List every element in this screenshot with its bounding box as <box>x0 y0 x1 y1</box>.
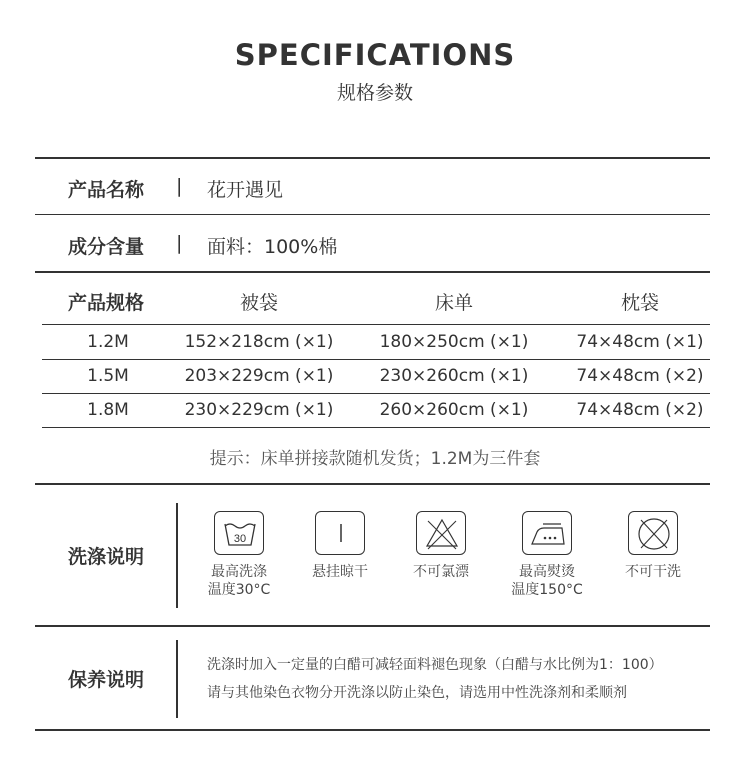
spec-header-pillowcase: 枕袋 <box>620 292 659 314</box>
table-cell: 180×250cm (×1) <box>379 332 529 352</box>
divider <box>42 324 710 325</box>
care-item <box>502 511 592 599</box>
maintenance-line-2: 请与其他染色衣物分开洗涤以防止染色，请选用中性洗涤剂和柔顺剂 <box>207 685 627 701</box>
wash-temp: 30 <box>233 533 247 545</box>
shipping-note: 提示：床单拼接款随机发货；1.2M为三件套 <box>209 449 541 469</box>
divider <box>35 271 710 273</box>
care-label: 最高洗涤 温度30°C <box>207 564 271 598</box>
divider <box>35 214 710 215</box>
care-label: 不可干洗 <box>625 564 681 580</box>
composition-label: 成分含量 <box>68 236 145 258</box>
divider <box>35 483 710 485</box>
separator: | <box>176 232 183 254</box>
table-cell: 1.8M <box>87 400 129 420</box>
divider <box>35 157 710 159</box>
table-cell: 230×229cm (×1) <box>184 400 334 420</box>
spec-header-size: 产品规格 <box>68 292 145 314</box>
maintenance-line-1: 洗涤时加入一定量的白醋可减轻面料褪色现象（白醋与水比例为1：100） <box>207 657 663 673</box>
table-cell: 74×48cm (×2) <box>576 366 704 386</box>
divider <box>42 427 710 428</box>
care-item <box>608 511 698 581</box>
table-cell: 74×48cm (×1) <box>576 332 704 352</box>
table-cell: 1.5M <box>87 366 129 386</box>
separator: | <box>176 175 183 197</box>
care-label: 最高熨烫 温度150°C <box>511 564 583 598</box>
page-title: SPECIFICATIONS <box>234 38 516 72</box>
care-label: 不可氯漂 <box>413 564 469 580</box>
wash-30-icon <box>214 511 264 555</box>
composition-value: 面料：100%棉 <box>207 236 338 258</box>
product-name-label: 产品名称 <box>68 179 145 201</box>
care-item <box>396 511 486 581</box>
vertical-bar <box>176 640 178 718</box>
divider <box>35 625 710 627</box>
table-cell: 203×229cm (×1) <box>184 366 334 386</box>
care-item <box>295 511 385 581</box>
spec-header-duvet: 被袋 <box>239 292 278 314</box>
table-cell: 260×260cm (×1) <box>379 400 529 420</box>
spec-header-sheet: 床单 <box>434 292 473 314</box>
divider <box>42 393 710 394</box>
care-item <box>194 511 284 599</box>
care-label: 悬挂晾干 <box>312 564 368 580</box>
hang-dry-icon <box>315 511 365 555</box>
product-name-value: 花开遇见 <box>207 179 284 201</box>
table-cell: 152×218cm (×1) <box>184 332 334 352</box>
page-subtitle: 规格参数 <box>336 82 413 104</box>
table-cell: 230×260cm (×1) <box>379 366 529 386</box>
divider <box>35 729 710 731</box>
no-bleach-icon <box>416 511 466 555</box>
table-cell: 1.2M <box>87 332 129 352</box>
no-dry-clean-icon <box>628 511 678 555</box>
table-cell: 74×48cm (×2) <box>576 400 704 420</box>
vertical-bar <box>176 503 178 608</box>
divider <box>42 359 710 360</box>
iron-icon <box>522 511 572 555</box>
maintenance-label: 保养说明 <box>68 669 145 691</box>
wash-label: 洗涤说明 <box>68 546 145 568</box>
